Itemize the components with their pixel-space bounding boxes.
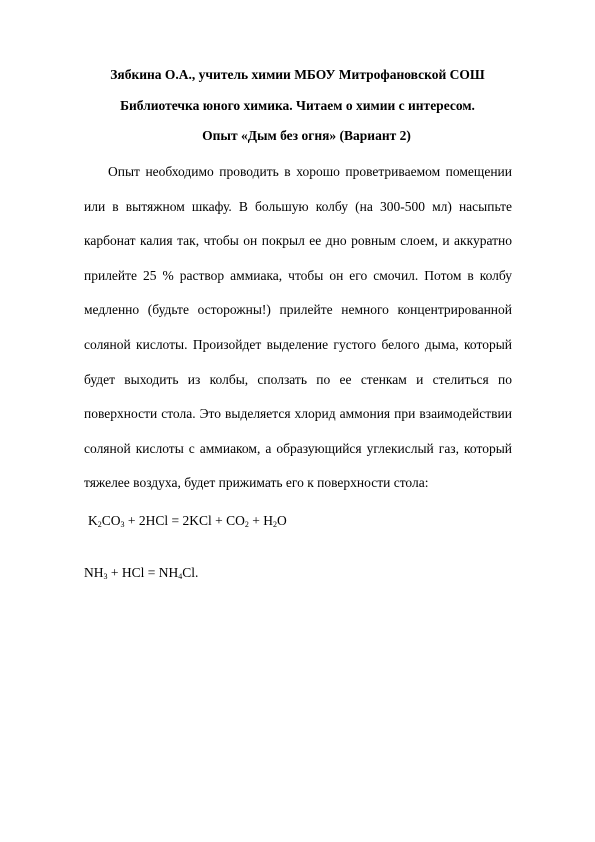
series-line: Библиотечка юного химика. Читаем о химии с интересом.: [120, 98, 475, 113]
equation-ammonium-chloride: $NH_3$ + HCl = $NH_4Cl$.: [84, 565, 199, 581]
experiment-title: Опыт «Дым без огня» (Вариант 2): [202, 128, 411, 143]
author-line: Зябкина О.А., учитель химии МБОУ Митрофановской СОШ: [110, 67, 485, 82]
equation-potassium-carbonate: $K_2CO_3 + 2HCl = 2KCl + CO_2 + H_2O$: [88, 513, 287, 529]
body-paragraph: Опыт необходимо проводить в хорошо проветриваемом помещении или в вытяжном шкафу. В большую колбу (на 300-500 мл) насыпьте карбонат калия так, чтобы он покрыл ее дно ровным слоем, и аккуратно прилейте 25 % раствор аммиака, чтобы он его смочил. Потом в колбу медленно (будьте осторожны!) прилейте немного концентрированной соляной кислоты. Произойдет выделение густого белого дыма, который будет выходить из колбы, сползать по ее стенкам и стелиться по поверхности стола. Это выделяется хлорид аммония при взаимодействии соляной кислоты с аммиаком, а образующийся углекислый газ, который тяжелее воздуха, будет прижимать его к поверхности стола:: [84, 164, 512, 491]
